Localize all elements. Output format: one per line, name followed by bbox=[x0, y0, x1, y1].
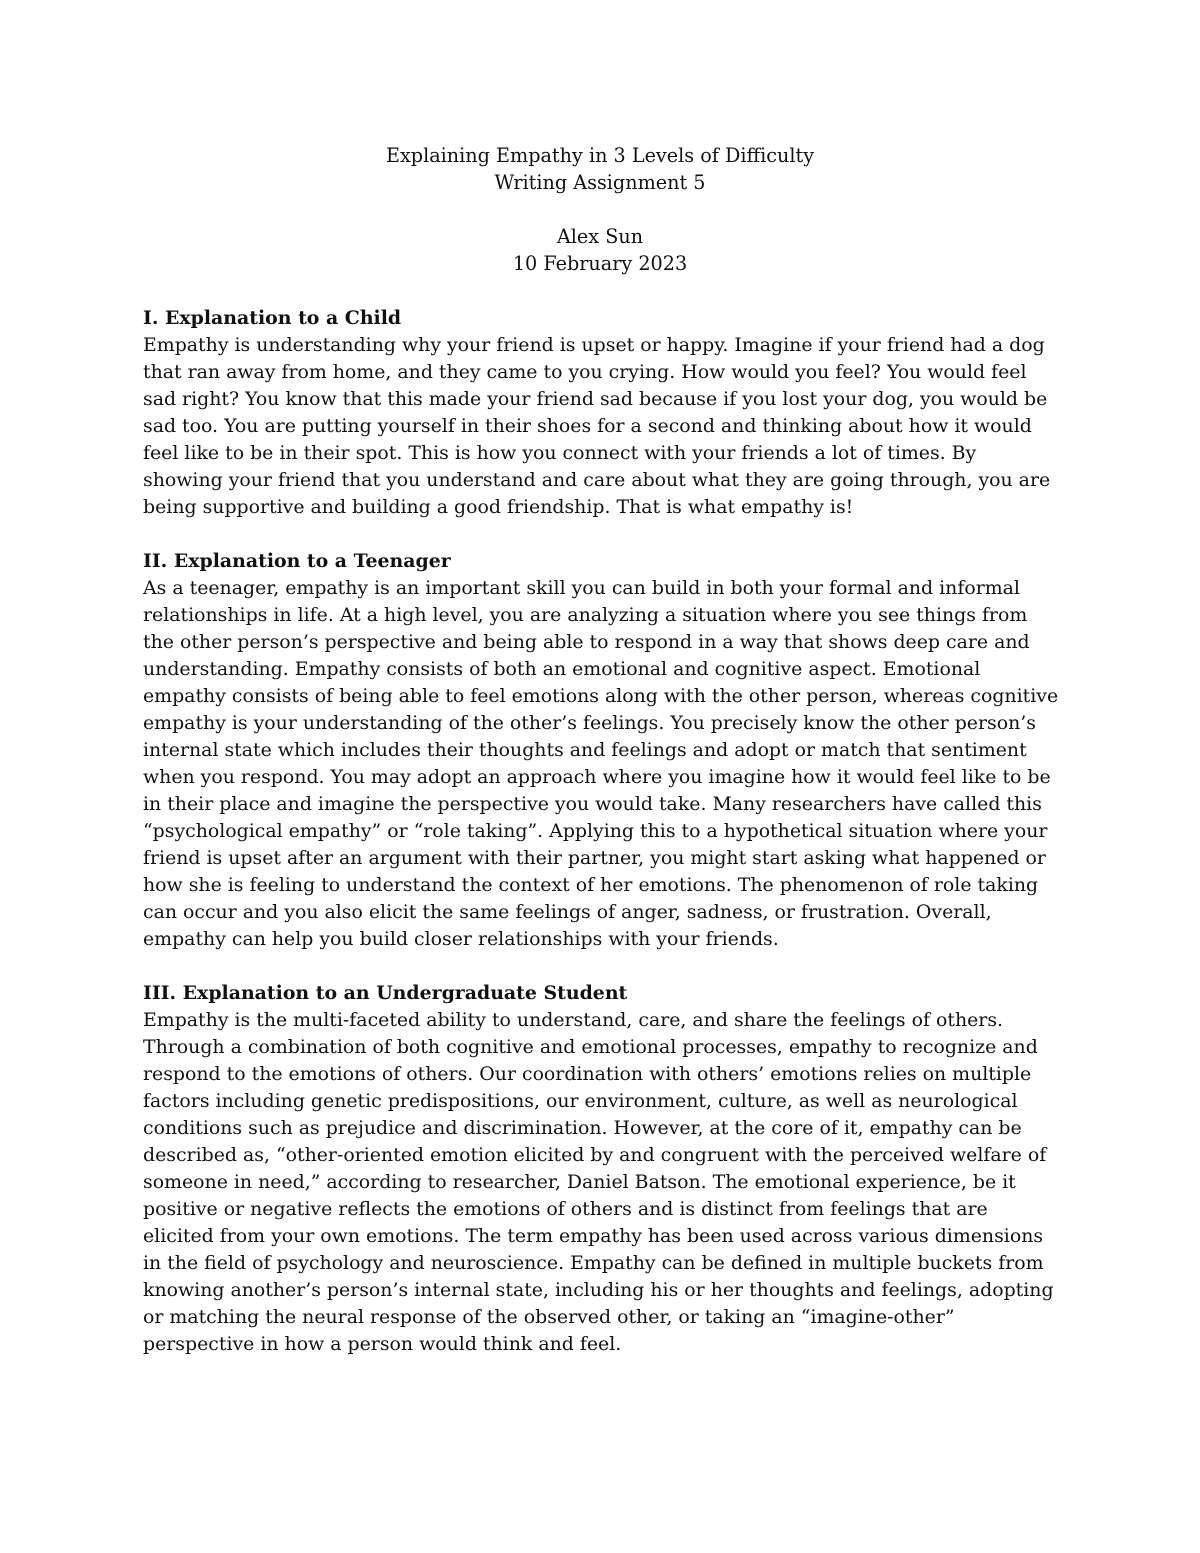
document-subtitle: Writing Assignment 5 bbox=[494, 171, 706, 194]
section-heading: II. Explanation to a Teenager bbox=[143, 550, 451, 572]
section-paragraph: As a teenager, empathy is an important skill you can build in both your formal and informal relationships in life. At a high level, you are analyzing a situation where you see things from the other person’s perspective and being able to respond in a way that shows deep care and understanding. Empathy consists of both an emotional and cognitive aspect. Emotional empathy consists of being able to feel emotions along with the other person, whereas cognitive empathy is your understanding of the other’s feelings. You precisely know the other person’s internal state which includes their thoughts and feelings and adopt or match that sentiment when you respond. You may adopt an approach where you imagine how it would feel like to be in their place and imagine the perspective you would take. Many researchers have called this “psychological empathy” or “role taking”. Applying this to a hypothetical situation where your friend is upset after an argument with their partner, you might start asking what happened or how she is feeling to understand the context of her emotions. The phenomenon of role taking can occur and you also elicit the same feelings of anger, sadness, or frustration. Overall, empathy can help you build closer relationships with your friends. bbox=[143, 577, 1059, 950]
section-heading: I. Explanation to a Child bbox=[143, 307, 402, 329]
section-undergraduate bbox=[143, 980, 1061, 1358]
header-spacer bbox=[0, 196, 1200, 223]
section-paragraph: Empathy is the multi-faceted ability to understand, care, and share the feelings of others. Through a combination of both cognitive and emotional processes, empathy to recognize and respond to the emotions of others. Our coordination with others’ emotions relies on multiple factors including genetic predispositions, our environment, culture, as well as neurological conditions such as prejudice and discrimination. However, at the core of it, empathy can be described as, “other-oriented emotion elicited by and congruent with the perceived welfare of someone in need,” according to researcher, Daniel Batson. The emotional experience, be it positive or negative reflects the emotions of others and is distinct from feelings that are elicited from your own emotions. The term empathy has been used across various dimensions in the field of psychology and neuroscience. Empathy can be defined in multiple buckets from knowing another’s person’s internal state, including his or her thoughts and feelings, adopting or matching the neural response of the observed other, or taking an “imagine-other” perspective in how a person would think and feel. bbox=[143, 1009, 1054, 1355]
section-child bbox=[143, 305, 1061, 521]
document-header bbox=[0, 142, 1200, 277]
section-paragraph: Empathy is understanding why your friend is upset or happy. Imagine if your friend had a dog that ran away from home, and they came to you crying. How would you feel? You would feel sad right? You know that this made your friend sad because if you lost your dog, you would be sad too. You are putting yourself in their shoes for a second and thinking about how it would feel like to be in their spot. This is how you connect with your friends a lot of times. By showing your friend that you understand and care about what they are going through, you are being supportive and building a good friendship. That is what empathy is! bbox=[143, 334, 1051, 518]
section-teenager bbox=[143, 548, 1061, 953]
document-date: 10 February 2023 bbox=[512, 252, 688, 275]
document-body bbox=[143, 305, 1061, 1358]
document-author: Alex Sun bbox=[556, 225, 644, 248]
document-title: Explaining Empathy in 3 Levels of Difficulty bbox=[385, 144, 815, 167]
section-heading: III. Explanation to an Undergraduate Student bbox=[143, 982, 628, 1004]
